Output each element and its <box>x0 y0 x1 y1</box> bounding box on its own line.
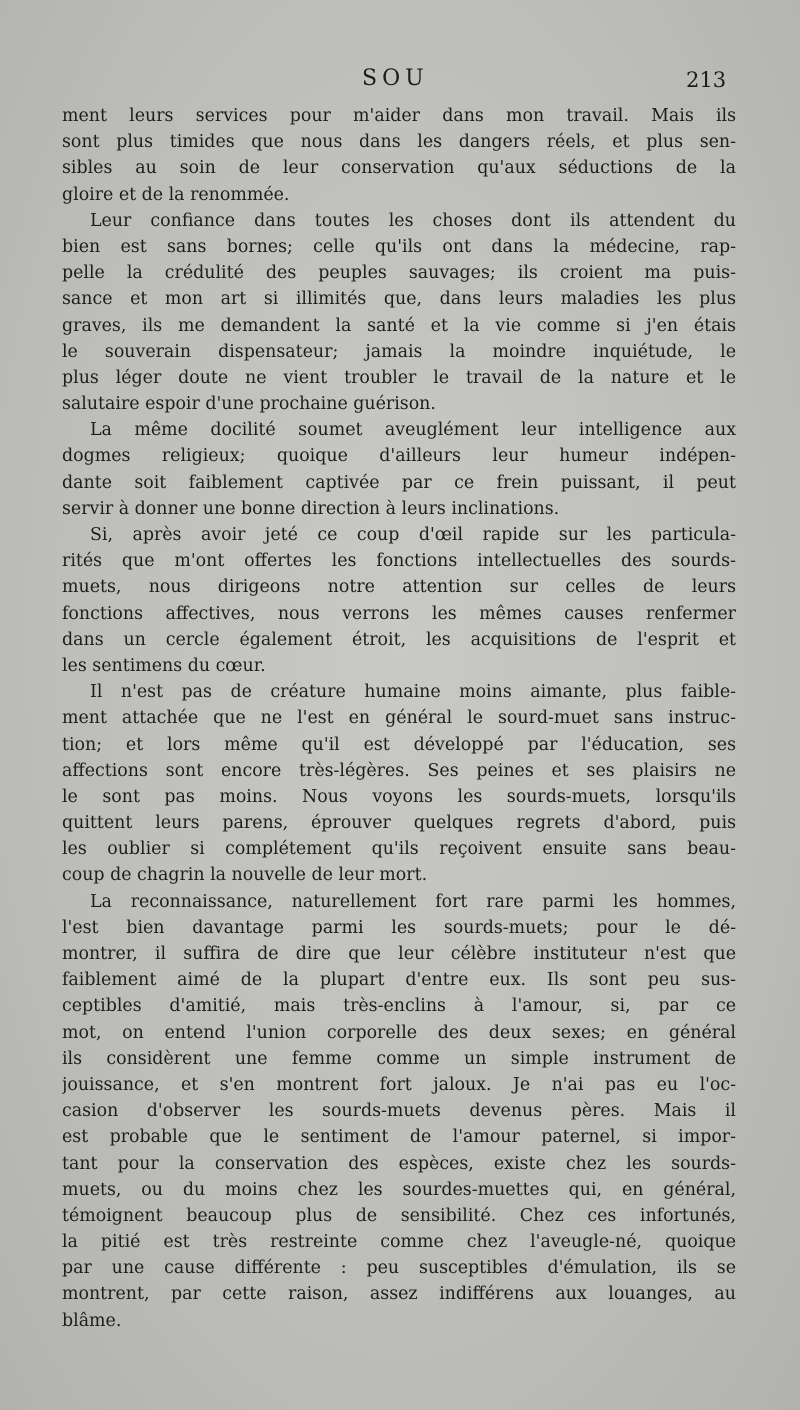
text-line: pelle la crédulité des peuples sauvages; ils croient ma puis- <box>62 263 736 284</box>
text-line: muets, ou du moins chez les sourdes-muettes qui, en général, <box>62 1179 736 1200</box>
text-line: ment leurs services pour m'aider dans mon travail. Mais ils <box>62 106 736 126</box>
text-line: muets, nous dirigeons notre attention sur celles de leurs <box>62 577 736 598</box>
text-line: sance et mon art si illimités que, dans leurs maladies les plus <box>62 289 736 310</box>
text-line: blâme. <box>62 1310 122 1331</box>
text-line: sibles au soin de leur conservation qu'aux séductions de la <box>62 158 736 179</box>
text-line: graves, ils me demandent la santé et la vie comme si j'en étais <box>62 315 736 336</box>
text-line: dogmes religieux; quoique d'ailleurs leur humeur indépen- <box>62 446 736 467</box>
text-line: quittent leurs parens, éprouver quelques regrets d'abord, puis <box>62 813 736 834</box>
text-line: La reconnaissance, naturellement fort rare parmi les hommes, <box>90 891 736 912</box>
text-line: tant pour la conservation des espèces, existe chez les sourds- <box>62 1153 736 1174</box>
text-line: La même docilité soumet aveuglément leur intelligence aux <box>90 420 736 441</box>
text-line: Si, après avoir jeté ce coup d'œil rapide sur les particula- <box>90 525 736 545</box>
text-line: témoignent beaucoup plus de sensibilité. Chez ces infortunés, <box>62 1205 736 1226</box>
text-line: affections sont encore très-légères. Ses peines et ses plaisirs ne <box>62 760 736 781</box>
text-line: Il n'est pas de créature humaine moins aimante, plus faible- <box>90 682 736 703</box>
text-line: ceptibles d'amitié, mais très-enclins à l'amour, si, par ce <box>62 996 736 1017</box>
text-line: le souverain dispensateur; jamais la moindre inquiétude, le <box>62 341 736 362</box>
text-line: dante soit faiblement captivée par ce frein puissant, il peut <box>62 472 736 493</box>
text-line: les oublier si complétement qu'ils reçoivent ensuite sans beau- <box>62 839 736 860</box>
text-line: dans un cercle également étroit, les acquisitions de l'esprit et <box>62 629 736 650</box>
text-line: le sont pas moins. Nous voyons les sourds-muets, lorsqu'ils <box>62 786 736 807</box>
text-line: par une cause différente : peu susceptibles d'émulation, ils se <box>62 1258 736 1279</box>
text-line: est probable que le sentiment de l'amour paternel, si impor- <box>62 1127 736 1148</box>
page-number: 213 <box>686 68 727 92</box>
text-line: bien est sans bornes; celle qu'ils ont dans la médecine, rap- <box>62 236 736 257</box>
text-line: mot, on entend l'union corporelle des deux sexes; en général <box>62 1022 736 1043</box>
text-line: rités que m'ont offertes les fonctions intellectuelles des sourds- <box>62 551 736 572</box>
text-line: plus léger doute ne vient troubler le travail de la nature et le <box>62 367 736 388</box>
text-line: salutaire espoir d'une prochaine guérison. <box>62 394 436 415</box>
text-line: la pitié est très restreinte comme chez l'aveugle-né, quoique <box>62 1232 736 1253</box>
text-line: Leur confiance dans toutes les choses dont ils attendent du <box>90 210 736 231</box>
text-line: tion; et lors même qu'il est développé par l'éducation, ses <box>62 734 736 755</box>
text-line: les sentimens du cœur. <box>62 655 266 676</box>
text-line: servir à donner une bonne direction à leurs inclinations. <box>62 498 560 519</box>
text-line: l'est bien davantage parmi les sourds-muets; pour le dé- <box>62 917 736 938</box>
running-title: SOU <box>362 66 429 91</box>
text-line: coup de chagrin la nouvelle de leur mort. <box>62 865 428 886</box>
text-line: montrent, par cette raison, assez indifférens aux louanges, au <box>62 1284 736 1305</box>
text-line: ils considèrent une femme comme un simple instrument de <box>62 1048 736 1069</box>
text-line: sont plus timides que nous dans les dangers réels, et plus sen- <box>62 132 736 153</box>
text-line: ment attachée que ne l'est en général le sourd-muet sans instruc- <box>62 708 736 729</box>
running-head <box>0 66 800 96</box>
text-line: jouissance, et s'en montrent fort jaloux. Je n'ai pas eu l'oc- <box>62 1074 736 1095</box>
text-line: faiblement aimé de la plupart d'entre eux. Ils sont peu sus- <box>62 970 736 991</box>
text-line: gloire et de la renommée. <box>62 184 290 205</box>
text-line: fonctions affectives, nous verrons les mêmes causes renfermer <box>62 603 736 624</box>
body-text <box>62 103 736 1334</box>
text-line: casion d'observer les sourds-muets devenus pères. Mais il <box>62 1101 736 1122</box>
text-line: montrer, il suffira de dire que leur célèbre instituteur n'est que <box>62 944 736 964</box>
